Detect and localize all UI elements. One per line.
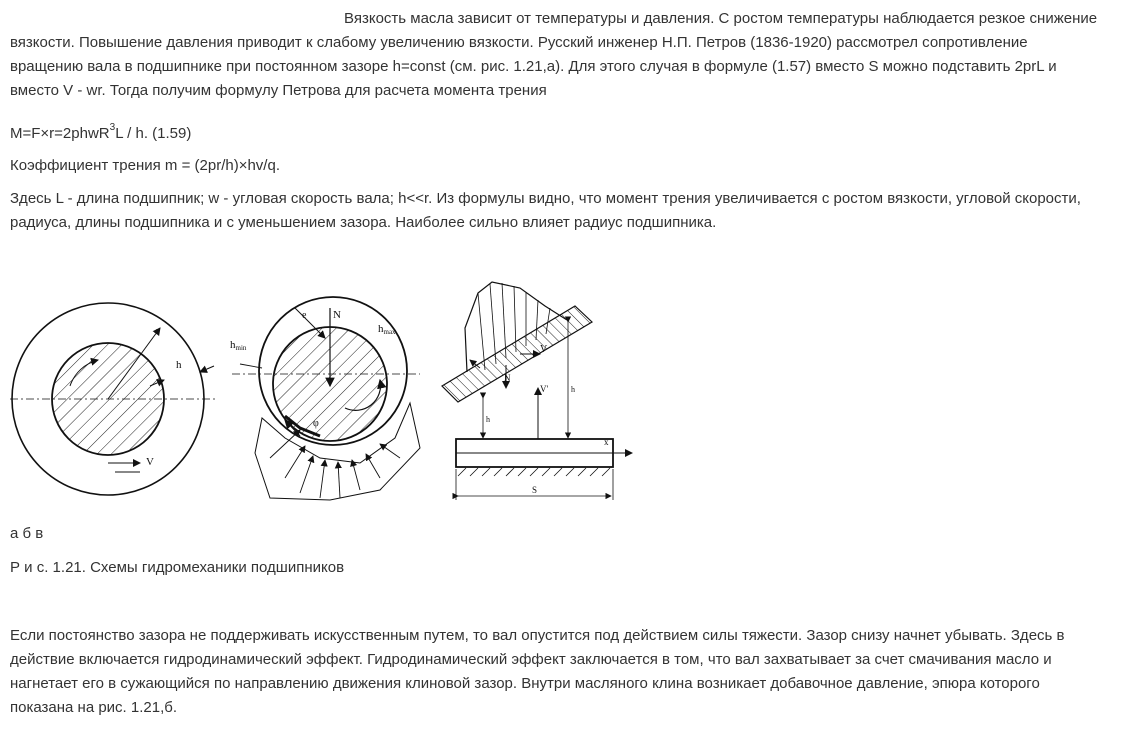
paragraph-line: вязкости. Повышение давления приводит к слабому увеличению вязкости. Русский инженер Н.П. Петров (1836-1920) рассмотрел сопротивление: [10, 34, 1028, 51]
formula-moment-part: M=F×r=2phwR: [10, 125, 110, 142]
label-h: h: [176, 359, 182, 371]
label-phi: φ: [313, 418, 319, 429]
label-v: V: [146, 456, 154, 468]
formula-moment-exponent: 3: [109, 122, 116, 133]
paragraph-line: радиуса, длины подшипника и с уменьшением зазора. Наиболее сильно влияет радиус подшипника.: [10, 214, 717, 231]
formula-moment-part: L / h. (1.59): [115, 125, 192, 142]
paragraph-line: Вязкость масла зависит от температуры и давления. С ростом температуры наблюдается резкое снижение: [344, 10, 1098, 27]
figure-sublabels: а б в: [10, 525, 44, 542]
label-hmin: hmin: [230, 339, 247, 352]
label-s: S: [532, 485, 538, 495]
paragraph-line: действие включается гидродинамический эффект. Гидродинамический эффект заключается в том, что вал захватывает за счет смачивания масло и: [10, 651, 1052, 668]
paragraph-line: вместо V - wr. Тогда получим формулу Петрова для расчета момента трения: [10, 82, 547, 99]
diagram-a: [10, 303, 215, 495]
label-n: N: [333, 309, 341, 321]
paragraph-line: вращению вала в подшипнике при постоянном зазоре h=const (см. рис. 1.21,а). Для этого случая в формуле (1.57) вместо S можно подставить 2prL и: [10, 58, 1057, 75]
paragraph-line: нагнетает его в сужающийся по направлению движения клиновой зазор. Внутри масляного клина возникает добавочное давление, эпюра которого: [10, 675, 1040, 692]
formula-friction: Коэффициент трения m = (2pr/h)×hv/q.: [10, 157, 280, 174]
label-v-slider: V: [540, 344, 548, 355]
label-n-c: N: [504, 373, 511, 383]
diagram-c: [442, 282, 632, 500]
label-e: e: [302, 310, 307, 321]
bearing-figure: [0, 268, 660, 518]
label-x: x: [604, 437, 609, 447]
label-hmax: hmax: [378, 323, 396, 336]
paragraph-line: Здесь L - длина подшипник; w - угловая скорость вала; h<<r. Из формулы видно, что момент трения увеличивается с ростом вязкости, угловой скорости,: [10, 190, 1081, 207]
label-h-big: h: [571, 385, 575, 394]
paragraph-line: показана на рис. 1.21,б.: [10, 699, 178, 716]
figure-caption: Р и с. 1.21. Схемы гидромеханики подшипников: [10, 559, 345, 576]
label-h-small: h: [486, 415, 490, 424]
label-r: r: [156, 325, 160, 337]
formula-moment: [10, 118, 191, 146]
diagram-b: [230, 297, 420, 500]
label-v-base: V': [540, 384, 549, 394]
paragraph-line: Если постоянство зазора не поддерживать искусственным путем, то вал опустится под действием силы тяжести. Зазор снизу начнет убывать. Здесь в: [10, 627, 1065, 644]
